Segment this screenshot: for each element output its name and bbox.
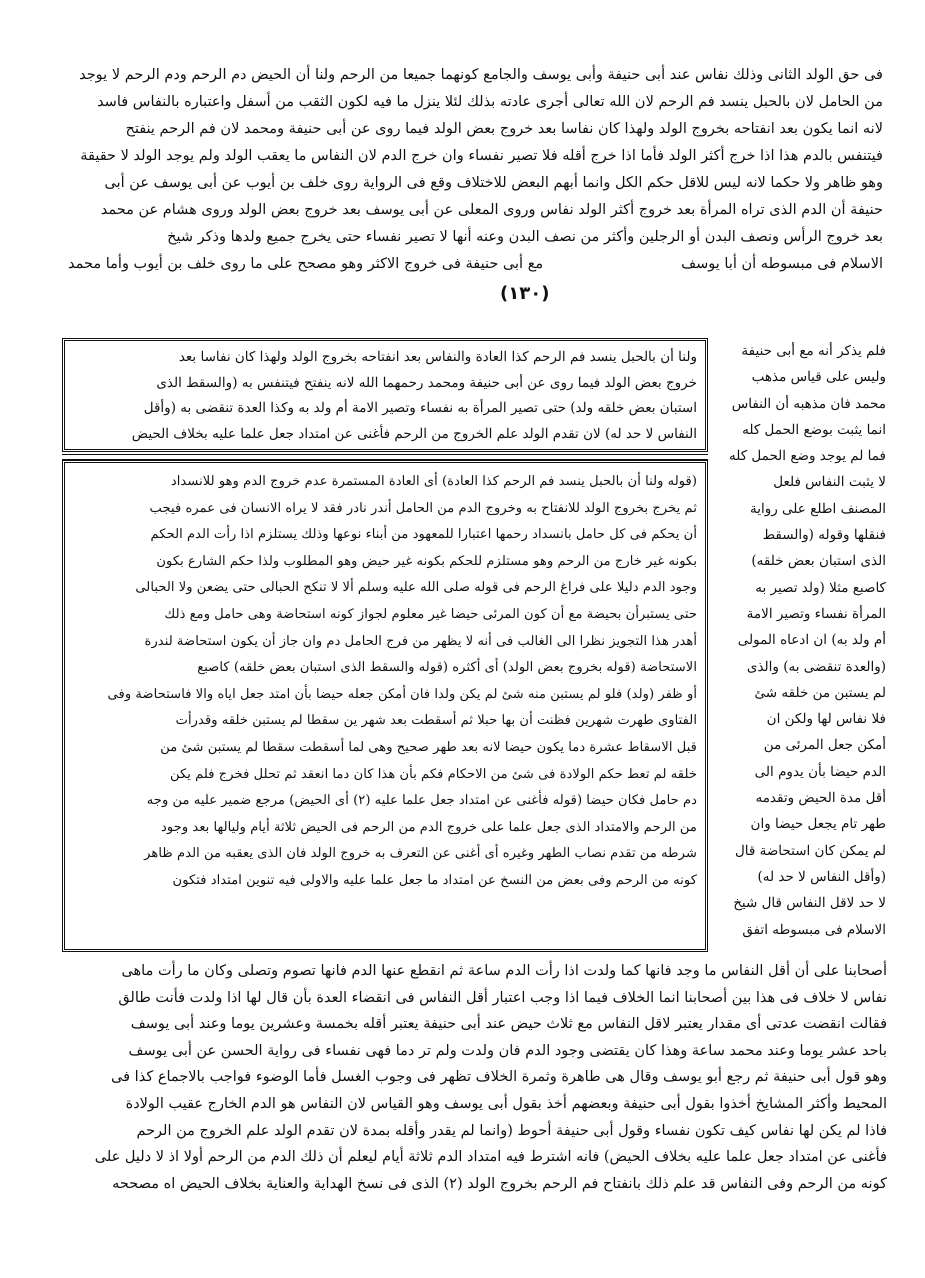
side-line: انما يثبت بوضع الحمل كله: [742, 421, 886, 438]
top-commentary: [68, 62, 883, 278]
page-number: (١٣٠): [500, 283, 550, 304]
side-line: الذى استبان بعض خلقه): [751, 553, 886, 570]
commentary-line: بعد خروج الرأس ونصف البدن أو الرجلين وأكثر من نصف البدن وعنه أنها لا تصير نفساء حتى يخرج جميع ولدها وذكر شيخ: [167, 229, 883, 245]
commentary-line: نفاس لا خلاف فى هذا بين أصحابنا انما الخلاف فيما اذا وجب اعتبار أقل النفاس فى انقضاء العدة بأن قال لها اذا ولدت فأنت طالق: [118, 989, 887, 1006]
commentary-line: فى حق الولد الثانى وذلك نفاس عند أبى حنيفة وأبى يوسف والجامع كونهما جميعا من الرحم ولنا أن الحيض دم الرحم ودم الرحم لا يوجد: [79, 67, 883, 83]
commentary-line: المحيط وأكثر المشايخ أخذوا بقول أبى حنيفة وبعضهم أخذ بقول أبى يوسف وهو القياس لان النفاس هو الدم الخارج عقيب الولادة: [125, 1095, 887, 1112]
side-line: كاصبع مثلا (ولد تصير به: [755, 579, 886, 596]
side-line: المصنف اطلع على رواية: [749, 500, 886, 517]
commentary-line: باحد عشر يوما وعند محمد ساعة وهذا كان يقتضى وجود الدم فان ولدت ولم تر دما فهى نفساء فى رواية الحسن عن أبى يوسف: [128, 1042, 887, 1059]
sharh-line: ثم يخرج بخروج الولد للانفتاح به وخروج الدم من الحامل أندر نادر فقد لا يراه الانسان فى عمره فيجب: [149, 500, 697, 516]
side-line: لا يثبت النفاس فلعل: [773, 474, 886, 491]
matn-text-box: [62, 338, 708, 452]
side-line: طهر تام يجعل حيضا وان: [750, 816, 886, 833]
matn-line: ولنا أن بالحبل ينسد فم الرحم كذا العادة والنفاس بعد انفتاحه بخروج الولد ولهذا كان نفاسا بعد: [178, 349, 697, 365]
commentary-line: فقالت انقضت عدتى أى مقدار يعتبر لاقل النفاس مع ثلاث حيض عند أبى حنيفة يعتبر أقله بخمسة وعشرين يوما وعند أبى يوسف: [130, 1016, 887, 1033]
side-line: محمد فان مذهبه أن النفاس: [731, 395, 886, 412]
commentary-line: وهو قول أبى حنيفة ثم رجع أبو يوسف وقال هى طاهرة وثمرة الخلاف تظهر فى وجوب الغسل فأما الوضوء فواجب بالاجماع كذا فى: [111, 1069, 887, 1086]
sharh-line: دم حامل فكان حيضا (قوله فأغنى عن امتداد جعل علما عليه (٢) أى الحيض) مرجع ضمير عليه من وجه: [146, 793, 697, 809]
side-line: فما لم يوجد وضع الحمل كله: [729, 448, 886, 465]
bottom-commentary: [62, 958, 887, 1197]
sharh-line: أهدر هذا التجويز نظرا الى الغالب فى أنه لا يظهر من فرج الحامل دم وان جاز أن يكون استحاضة لندرة: [144, 633, 697, 649]
side-line: لم يستبن من خلقه شئ: [754, 684, 886, 701]
side-line: الدم حيضا بأن يدوم الى: [754, 763, 886, 780]
commentary-line: من الحامل لان بالحبل ينسد فم الرحم لان الله تعالى أجرى عادته بذلك لئلا ينزل ما فيه لكون الثقب من أسفل واعتباره بالنفاس فاسد: [97, 94, 883, 110]
commentary-line: حنيفة أن الدم الذى تراه المرأة بعد خروج أكثر الولد نفاس وروى المعلى عن أبى يوسف بعد خروج بعض الولد وروى هشام عن محمد: [100, 202, 883, 218]
commentary-line: فيتنفس بالدم هذا اذا خرج أكثر الولد فأما اذا خرج أقله فلا تصير نفساء وان خرج الدم لان النفاس ما يعقب الولد ولم يوجد الولد لا حقيقة: [80, 148, 883, 164]
side-line: لا حد لاقل النفاس قال شيخ: [733, 895, 886, 912]
side-line: المرأة نفساء وتصير الامة: [746, 605, 886, 622]
sharh-line: خلقه لم تعط حكم الولادة فى شئ من الاحكام فكم بأن هذا كان دما انعقد ثم تحلل فخرج فلم يكن: [169, 766, 697, 782]
commentary-line: أصحابنا على أن أقل النفاس ما وجد فانها كما ولدت اذا رأت الدم ساعة ثم انقطع عنها الدم فانها تصوم وتصلى وكان ما رأت ماهى: [121, 963, 887, 979]
sharh-line: بكونه غير خارج من الرحم وهو مستلزم للحكم بكونه غير حيض وهو المطلوب ولذا حكم الشارع بكون: [156, 553, 697, 569]
side-column-commentary: [718, 338, 886, 943]
commentary-line: لانه انما يكون بعد انفتاحه بخروج الولد ولهذا كان نفاسا بعد خروج بعض الولد فيما روى عن أبى حنيفة ومحمد لان فم الرحم ينفتح: [125, 121, 883, 137]
commentary-line: فأغنى عن امتداد جعل علما عليه بخلاف الحيض) فانه اشترط فيه امتداد الدم ثلاثة أيام ليعلم أن ذلك الدم من الرحم أولا اذ لا دليل على: [94, 1149, 887, 1166]
sharh-line: الفتاوى طهرت شهرين فظنت أن بها حبلا ثم أسقطت بعد شهر ين سقطا لم يستبن خلقه وقدرأت: [175, 713, 697, 729]
commentary-line: كونه من الرحم وفى النفاس قد علم ذلك بانفتاح فم الرحم بخروج الولد (٢) الذى فى نسخ الهداية والعناية بخلاف الحيض اه مصححه: [112, 1175, 887, 1192]
side-line: أقل مدة الحيض وتقدمه: [755, 790, 886, 807]
sharh-line: كونه من الرحم وفى بعض من النسخ عن امتداد ما جعل علما عليه والاولى فيه تنوين امتداد فتكون: [172, 872, 697, 888]
commentary-last-line-right: الاسلام فى مبسوطه أن أبا يوسف: [681, 256, 883, 272]
side-line: فنقلها وقوله (والسقط: [762, 527, 886, 544]
side-line: وليس على قياس مذهب: [751, 369, 886, 386]
commentary-line: فاذا لم يكن لها نفاس كيف تكون نفساء وقول أبى حنيفة أحوط (وانما لم يقدر وأقله بمدة لان تقدم الولد علم الخروج من الرحم: [136, 1122, 887, 1139]
sharh-line: شرطه من تقدم نصاب الطهر وغيره أى أغنى عن التعرف به خروج الولد فان الذى يعقبه من الدم ظاهر: [144, 846, 697, 862]
matn-line: النفاس لا حد له) لان تقدم الولد علم الخروج من الرحم فأغنى عن امتداد جعل علما عليه بخلاف الحيض: [131, 425, 697, 442]
sharh-line: (قوله ولنا أن بالحبل ينسد فم الرحم كذا العادة) أى العادة المستمرة عدم خروج الدم وهو للانسداد: [170, 474, 697, 489]
side-line: لم يمكن كان استحاضة قال: [734, 842, 886, 859]
side-line: أم ولد به) ان ادعاه المولى: [737, 632, 886, 649]
commentary-line: وهو ظاهر ولا حكما لانه ليس للاقل حكم الكل وانما أبهم البعض للاختلاف وقع فى الرواية روى خلف بن أيوب عن أبى يوسف عن أبى: [104, 175, 883, 191]
side-line: (وأقل النفاس لا حد له): [757, 868, 886, 885]
commentary-last-line-left: مع أبى حنيفة فى خروج الاكثر وهو مصحح على ما روى خلف بن أيوب وأما محمد: [68, 256, 544, 272]
side-line: الاسلام فى مبسوطه اتفق: [742, 921, 886, 938]
sharh-line: قبل الاسقاط عشرة دما يكون حيضا لانه بعد طهر صحيح وهى لما أسقطت سقطا لم يستبن شئ من: [160, 739, 697, 755]
side-line: أمكن جعل المرئى من: [763, 737, 886, 754]
side-line: فلا نفاس لها ولكن ان: [766, 711, 886, 728]
sharh-line: من الرحم والامتداد الذى جعل علما على خروج الدم من الرحم فى الحيض ثلاثة أيام وليالها بعد وجود: [161, 819, 697, 835]
commentary-last-line: [68, 251, 883, 278]
sharh-line: أو ظفر (ولد) فلو لم يستبن منه شئ لم يكن ولدا فان أمكن جعله حيضا بأن امتد جعل اياه والا فاستحاضة وفى: [107, 686, 697, 702]
side-line: (والعدة تنقضى به) والذى: [746, 658, 886, 675]
sharh-line: أن يحكم فى كل حامل بانسداد رحمها اعتبارا للمعهود من أبناء نوعها وذلك يستلزم اذا رأت الدم الحكم: [150, 527, 697, 543]
sharh-line: وجود الدم دليلا على فراغ الرحم فى قوله صلى الله عليه وسلم ألا لا تنكح الحبالى حتى يضعن ولا الحبالى: [135, 580, 697, 596]
matn-line: استبان بعض خلقه ولد) حتى تصير المرأة به نفساء وتصير الامة أم ولد به وكذا العدة تنقضى به (وأقل: [143, 400, 697, 416]
side-line: فلم يذكر أنه مع أبى حنيفة: [741, 343, 886, 359]
sharh-line: الاستحاضة (قوله بخروج بعض الولد) أى أكثره (قوله والسقط الذى استبان بعض خلقه) كاصبع: [197, 660, 697, 676]
sharh-text-box: [62, 460, 708, 952]
matn-line: خروج بعض الولد فيما روى عن أبى حنيفة ومحمد رحمهما الله لانه ينفتح فيتنفس به (والسقط الذى: [156, 374, 697, 391]
sharh-line: حتى يستبرأن بحيضة مع أن كون المرئى حيضا غير معلوم لجواز كونه استحاضة وهى حامل ومع ذلك: [164, 606, 697, 622]
